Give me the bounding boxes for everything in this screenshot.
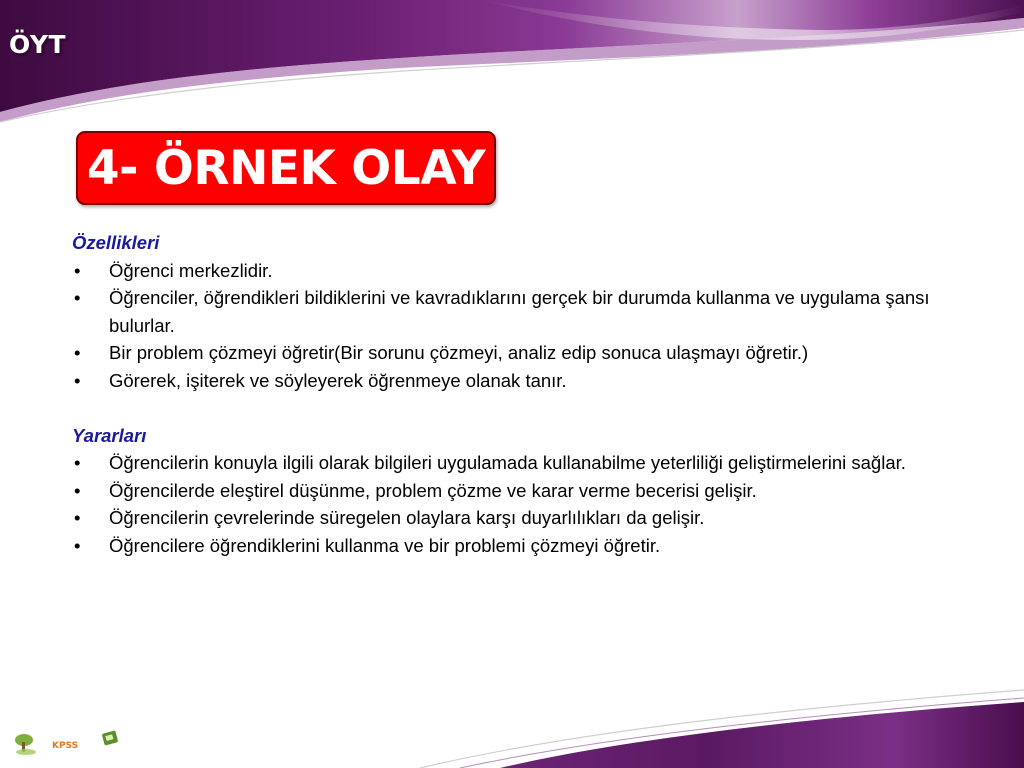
- list-item-text: Öğrencilerin konuyla ilgili olarak bilgileri uygulamada kullanabilme yeterliliği geliştirmelerini sağlar.: [109, 452, 906, 473]
- list-item: [72, 477, 952, 505]
- bullet-icon: •: [74, 342, 81, 363]
- list-item-text: Öğrencilere öğrendiklerini kullanma ve bir problemi çözmeyi öğretir.: [109, 534, 661, 556]
- list-item-text: Görerek, işiterek ve söyleyerek öğrenmeye olanak tanır.: [109, 369, 567, 391]
- top-banner: [0, 0, 1024, 125]
- bullet-icon: •: [74, 534, 81, 556]
- kpss-logo-text: KPSS: [52, 741, 79, 751]
- list-item: [72, 449, 952, 477]
- section-heading-ozellikleri: Özellikleri: [72, 232, 160, 253]
- badge-logo-icon: [102, 730, 119, 745]
- list-item: [72, 257, 952, 285]
- bullet-icon: •: [74, 507, 81, 528]
- list-item: [72, 367, 952, 395]
- bullet-icon: •: [74, 287, 81, 308]
- list-item-text: Öğrenci merkezlidir.: [109, 259, 273, 281]
- bullet-icon: •: [74, 479, 81, 501]
- slide-content: [72, 229, 952, 559]
- footer-logos: [12, 728, 122, 760]
- tree-logo-icon: [15, 734, 36, 755]
- list-item: [72, 504, 952, 532]
- list-item-text: Öğrencilerin çevrelerinde süregelen olaylara karşı duyarlılıkları da gelişir.: [109, 507, 705, 528]
- list-item-text: Öğrenciler, öğrendikleri bildiklerini ve kavradıklarını gerçek bir durumda kullanma ve uygulama şansı bulurlar.: [109, 287, 930, 336]
- bottom-banner: [0, 680, 1024, 768]
- section-spacer: [72, 394, 952, 422]
- list-item-text: Öğrencilerde eleştirel düşünme, problem çözme ve karar verme becerisi gelişir.: [109, 479, 757, 501]
- list-item: [72, 339, 952, 367]
- bullet-icon: •: [74, 369, 81, 391]
- bullet-icon: •: [74, 452, 81, 473]
- slide-title-box: [76, 131, 496, 205]
- list-item-text: Bir problem çözmeyi öğretir(Bir sorunu çözmeyi, analiz edip sonuca ulaşmayı öğretir.): [109, 342, 809, 363]
- list-item: [72, 532, 952, 560]
- slide-title: 4- ÖRNEK OLAY: [86, 140, 486, 196]
- section-heading-yararlari: Yararları: [72, 424, 147, 446]
- bullet-icon: •: [74, 259, 81, 281]
- list-item: [72, 284, 952, 339]
- brand-logo-text: ÖYT: [9, 30, 67, 59]
